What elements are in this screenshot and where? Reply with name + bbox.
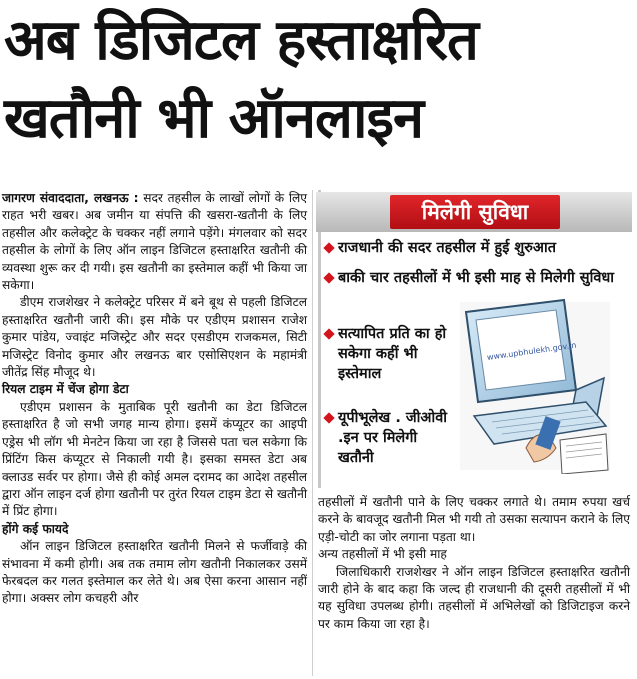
highlight-bullet-2-text: बाकी चार तहसीलों में भी इसी माह से मिलेगी सुविधा	[338, 270, 615, 286]
article-paragraph-5: तहसीलों में खतौनी पाने के लिए चक्कर लगाते थे। तमाम रुपया खर्च करने के बावजूद खतौनी मिल भी गयी तो उसका सत्यापन कराने के लिए एड़ी-चोटी का जोर लगाना पड़ता था।	[318, 495, 630, 544]
highlight-bullet-4-text: यूपीभूलेख . जीओवी .इन पर मिलेगी खतौनी	[338, 410, 448, 466]
highlight-bullet-2	[338, 268, 628, 288]
article-paragraph-3: एडीएम प्रशासन के मुताबिक पूरी खतौनी का डेटा डिजिटल हस्ताक्षरित है जो सभी जगह मान्य होगा। इसमें कंप्यूटर का आइपी एड्रेस भी लॉग भी मेनटेन किया जा रहा है जिससे पता चल सकेगा कि प्रिंटिंग किस कंप्यूटर से निकाली गयी है। इसका समस्त डेटा अब क्लाउड सर्वर पर होगा। जैसे ही कोई अमल दरामद का आदेश तहसील द्वारा ऑन लाइन दर्ज होगा खतौनी पर तुरंत रियल टाइम डेटा से खतौनी में प्रिंट होगा।	[2, 399, 307, 519]
dateline: जागरण संवाददाता, लखनऊ :	[2, 191, 139, 205]
subhead-real-time: रियल टाइम में चेंज होगा डेटा	[2, 382, 129, 397]
highlight-bullet-3-text: सत्यापित प्रति का हो सकेगा कहीं भी इस्तेमाल	[338, 326, 447, 382]
article-paragraph-2: डीएम राजशेखर ने कलेक्ट्रेट परिसर में बने बूथ से पहली डिजिटल हस्ताक्षरित खतौनी जारी की। इस मौके पर एडीएम प्रशासन राजेश कुमार पांडेय, ज्वाइंट मजिस्ट्रेट और सदर एसडीएम राजकमल, सिटी मजिस्ट्रेट विनोद कुमार और लखनऊ बार एसोसिएशन के महामंत्री जीतेंद्र सिंह मौजूद थे।	[2, 295, 307, 380]
article-paragraph-4: ऑन लाइन डिजिटल हस्ताक्षरित खतौनी मिलने से फर्जीवाड़े की संभावना में कमी होगी। अब तक तमाम लोग खतौनी निकालकर उसमें फेरबदल कर गलत इस्तेमाल कर लेते थे। अब ऐसा करना आसान नहीं होगा। अक्सर लोग कचहरी और	[2, 539, 307, 606]
highlight-bullet-1	[338, 238, 628, 258]
paragraph-1-text: सदर तहसील के लाखों लोगों के लिए राहत भरी खबर। अब जमीन या संपत्ति की खसरा-खतौनी के लिए तहसील और कलेक्ट्रेट के चक्कर नहीं लगाने पड़ेंगे। मंगलवार को सदर तहसील के लोगों के लिए ऑन लाइन डिजिटल हस्ताक्षरित खतौनी की व्यवस्था शुरू कर दी गयी। इस खतौनी का इस्तेमाल कहीं भी किया जा सकेगा।	[2, 191, 308, 293]
screen-url-text: www.upbhulekh.gov.in	[486, 340, 577, 363]
highlights-box-title: मिलेगी सुविधा	[390, 195, 560, 229]
article-column-right	[318, 494, 630, 633]
column-divider	[312, 190, 313, 676]
article-column-left	[2, 190, 307, 608]
highlight-bullet-4	[338, 408, 456, 468]
headline-line-1: अब डिजिटल हस्ताक्षरित	[4, 8, 478, 73]
article-paragraph-6: जिलाधिकारी राजशेखर ने ऑन लाइन डिजिटल हस्ताक्षरित खतौनी जारी होने के बाद कहा कि जल्द ही राजधानी की दूसरी तहसीलों में भी यह सुविधा उपलब्ध होगी। तहसीलों में अभिलेखों को डिजिटाइज करने पर काम किया जा रहा है।	[318, 564, 630, 631]
highlight-bullet-1-text: राजधानी की सदर तहसील में हुई शुरुआत	[338, 240, 556, 256]
headline	[4, 2, 634, 158]
subhead-benefits: होंगे कई फायदे	[2, 521, 69, 536]
article-paragraph-1	[2, 190, 307, 294]
headline-line-2: खतौनी भी ऑनलाइन	[4, 86, 424, 151]
highlight-bullet-3	[338, 324, 456, 384]
computer-illustration	[456, 298, 614, 474]
subhead-other-tehsils: अन्य तहसीलों में भी इसी माह	[318, 547, 447, 562]
